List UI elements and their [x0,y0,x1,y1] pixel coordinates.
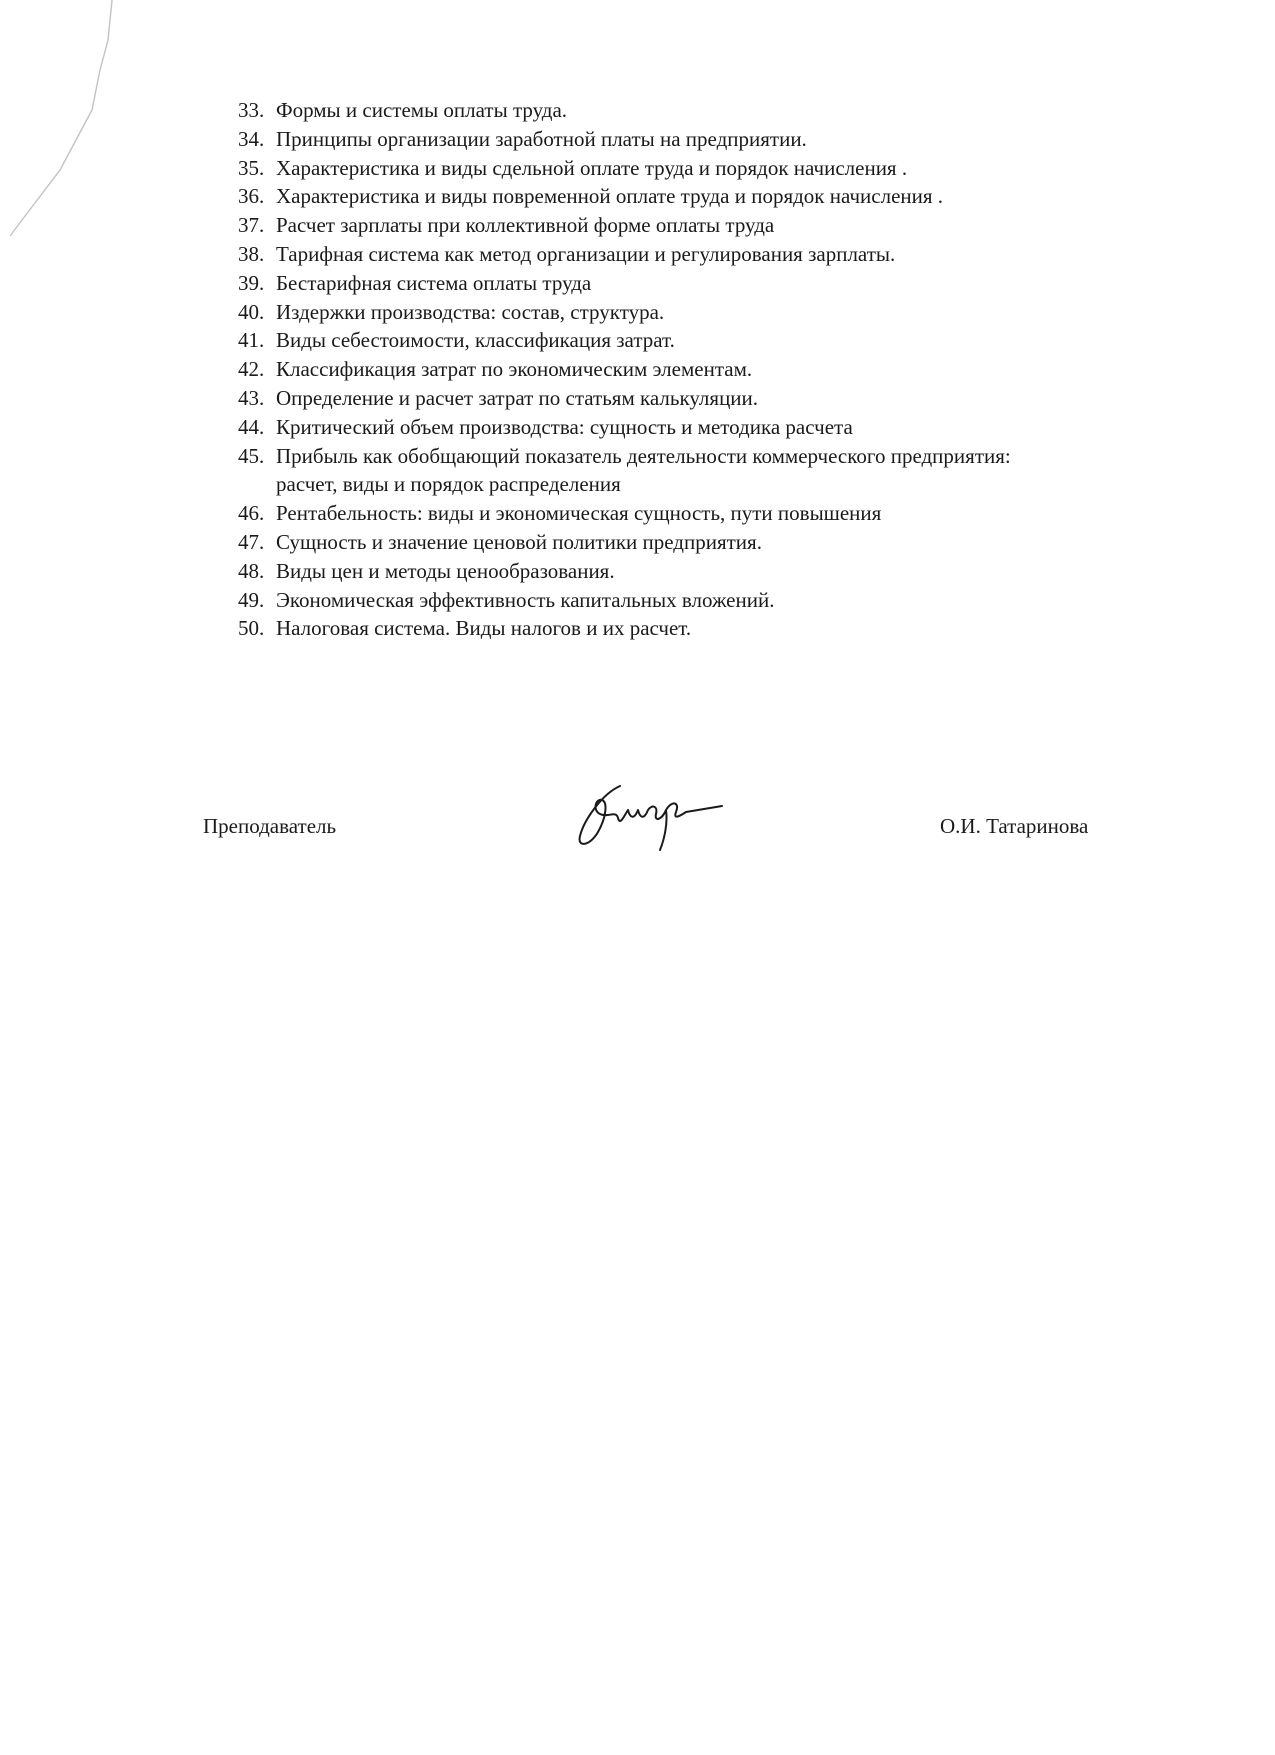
question-number: 50. [238,616,265,641]
question-text: Издержки производства: состав, структура. [276,299,665,324]
question-number: 43. [238,385,265,410]
question-item [238,269,1198,298]
question-number: 45. [238,443,265,468]
question-item [238,557,1198,586]
scan-edge-mark [0,0,140,260]
question-number: 33. [238,98,265,122]
question-text: Формы и системы оплаты труда. [276,98,568,122]
question-number: 48. [238,558,265,583]
question-item [238,586,1198,615]
question-item [238,355,1198,384]
question-text: Критический объем производства: сущность и методика расчета [276,414,853,439]
question-number: 49. [238,587,265,612]
question-text: Бестарифная система оплаты труда [276,270,592,295]
question-number: 36. [238,184,265,209]
question-text: Классификация затрат по экономическим элементам. [276,357,753,382]
question-text: Прибыль как обобщающий показатель деятельности коммерческого предприятия: [276,443,1011,468]
question-item [238,413,1198,442]
question-text: Рентабельность: виды и экономическая сущность, пути повышения [276,501,882,526]
question-item [238,442,1198,500]
question-text: Характеристика и виды сдельной оплате труда и порядок начисления . [276,155,908,180]
question-text: Виды себестоимости, классификация затрат. [276,328,675,353]
question-item [238,211,1198,240]
question-list [238,96,1198,643]
question-item [238,154,1198,183]
question-text: Расчет зарплаты при коллективной форме оплаты труда [276,213,775,238]
question-number: 37. [238,213,265,238]
question-number: 38. [238,241,265,266]
question-item [238,384,1198,413]
question-item [238,182,1198,211]
question-item [238,499,1198,528]
question-item [238,96,1198,125]
signature-name: О.И. Татаринова [940,814,1089,838]
question-number: 47. [238,529,265,554]
question-number: 39. [238,270,265,295]
question-number: 35. [238,155,265,180]
question-item [238,125,1198,154]
question-item [238,614,1198,643]
question-text: Экономическая эффективность капитальных вложений. [276,587,775,612]
question-number: 34. [238,126,265,151]
question-number: 46. [238,501,265,526]
handwritten-signature [572,780,727,852]
question-text: Виды цен и методы ценообразования. [276,558,615,583]
question-item [238,326,1198,355]
question-item [238,528,1198,557]
question-number: 42. [238,357,265,382]
signature-block [0,780,1275,870]
signature-role: Преподаватель [203,814,337,838]
question-number: 40. [238,299,265,324]
question-number: 41. [238,328,265,353]
question-text: Сущность и значение ценовой политики предприятия. [276,529,762,554]
question-item [238,240,1198,269]
question-text: Характеристика и виды повременной оплате труда и порядок начисления . [276,184,944,209]
question-text-continuation: расчет, виды и порядок распределения [276,472,621,497]
question-text: Тарифная система как метод организации и регулирования зарплаты. [276,241,896,266]
question-item [238,298,1198,327]
question-text: Принципы организации заработной платы на предприятии. [276,126,807,151]
question-number: 44. [238,414,265,439]
question-text: Налоговая система. Виды налогов и их расчет. [276,616,692,641]
question-text: Определение и расчет затрат по статьям калькуляции. [276,385,759,410]
